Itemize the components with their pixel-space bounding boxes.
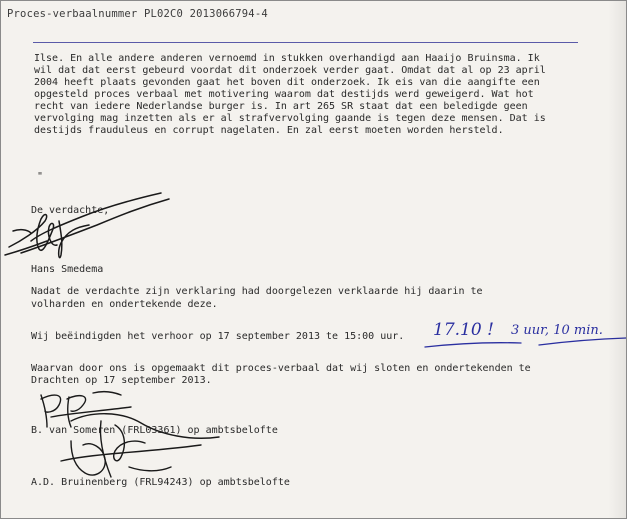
quote-mark: " bbox=[37, 171, 44, 182]
officer-2-line: A.D. Bruinenberg (FRL94243) op ambtsbelofte bbox=[31, 477, 290, 488]
statement-line: opgesteld proces verbaal met motivering waarom dat destijds werd geweigerd. Wat hot bbox=[34, 89, 534, 100]
document-header: Proces-verbaalnummer PL02C0 2013066794-4 bbox=[7, 8, 268, 20]
officer-1-line: B. van Someren (FRL03361) op ambtsbelofte bbox=[31, 425, 278, 436]
interview-end-line: Wij beëindigden het verhoor op 17 september 2013 te 15:00 uur. bbox=[31, 331, 405, 342]
statement-line: destijds frauduleus en corrupt nagelaten. En zal eerst moeten worden hersteld. bbox=[34, 125, 504, 136]
statement-line: recht van iedere Nederlandse burger is. In art 265 SR staat dat een beledigde geen bbox=[34, 101, 528, 112]
handwritten-time: 17.10 ! bbox=[433, 320, 494, 340]
suspect-signature bbox=[1, 181, 181, 271]
reading-line: Nadat de verdachte zijn verklaring had doorgelezen verklaarde hij daarin te bbox=[31, 286, 483, 297]
header-rule bbox=[33, 42, 578, 43]
closing-line: Drachten op 17 september 2013. bbox=[31, 375, 212, 386]
closing-line: Waarvan door ons is opgemaakt dit proces-verbaal dat wij sloten en ondertekenden te bbox=[31, 363, 531, 374]
statement-line: 2004 heeft plaats gevonden gaat het boven dit onderzoek. Ik eis van die aangifte een bbox=[34, 77, 540, 88]
suspect-label: De verdachte, bbox=[31, 205, 110, 216]
handwritten-underline bbox=[421, 337, 627, 351]
statement-line: Ilse. En alle andere anderen vernoemd in stukken overhandigd aan Haaijo Bruinsma. Ik bbox=[34, 53, 540, 64]
handwritten-duration: 3 uur, 10 min. bbox=[511, 323, 603, 338]
suspect-name: Hans Smedema bbox=[31, 264, 104, 275]
page-edge-shadow bbox=[608, 1, 626, 518]
statement-line: wil dat dat eerst gebeurd voordat dit onderzoek verder gaat. Omdat dat al op 23 april bbox=[34, 65, 546, 76]
reading-line: volharden en ondertekende deze. bbox=[31, 299, 218, 310]
statement-line: vervolging mag inzetten als er al strafvervolging gaande is tegen deze mensen. Dat is bbox=[34, 113, 546, 124]
